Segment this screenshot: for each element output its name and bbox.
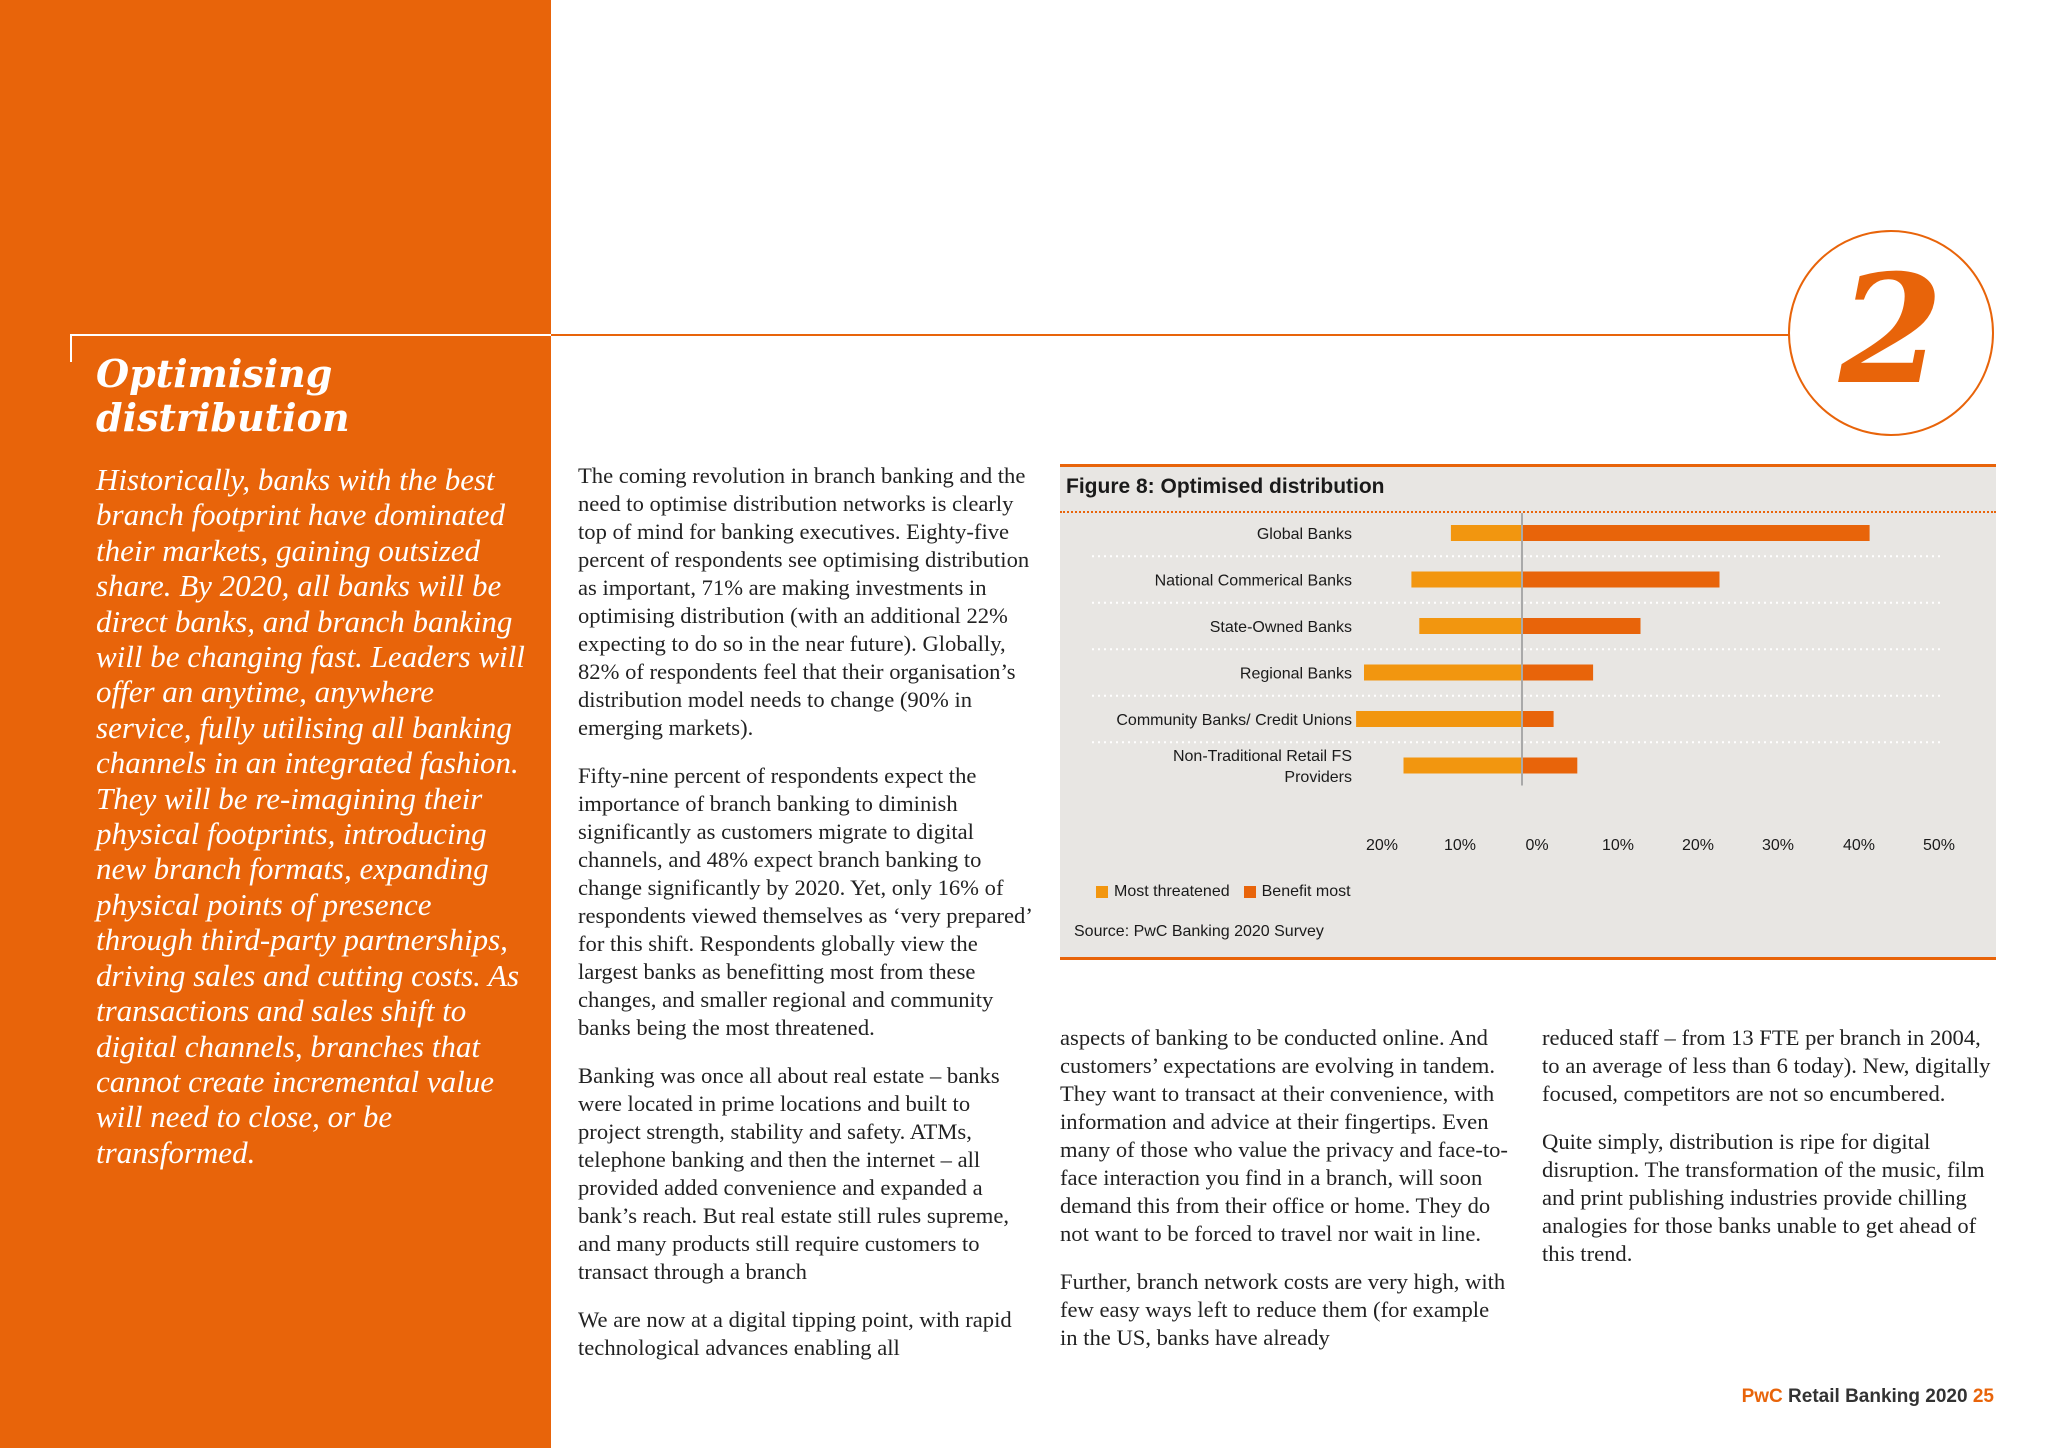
bar-most-threatened — [1411, 572, 1522, 588]
category-label: Providers — [1284, 769, 1352, 786]
x-tick-label: 10% — [1601, 837, 1635, 854]
paragraph: reduced staff – from 13 FTE per branch in 2004, to an average of less than 6 today). New, digitally focused, competitors are not so encumbered. — [1542, 1025, 1991, 1106]
x-tick-label: 0% — [1525, 837, 1549, 854]
paragraph: Fifty-nine percent of respondents expect the importance of branch banking to diminish significantly as customers migrate to digital channels, and 48% expect branch banking to change significantly by 2020. Yet, only 16% of respondents viewed themselves as ‘very prepared’ for this shift. Respondents globally view the largest banks as benefitting most from these changes, and smaller regional and community banks being the most threatened. — [578, 763, 1032, 1040]
bar-benefit-most — [1522, 711, 1554, 727]
chart-legend — [1096, 883, 1351, 901]
x-tick-label: 20% — [1681, 837, 1715, 854]
footer-brand: PwC — [1741, 1386, 1783, 1407]
category-label: Non-Traditional Retail FS — [1172, 748, 1352, 765]
bar-most-threatened — [1364, 665, 1522, 681]
footer-title: Retail Banking 2020 — [1788, 1386, 1968, 1407]
legend-label-most-threatened: Most threatened — [1114, 883, 1230, 900]
bar-benefit-most — [1522, 758, 1577, 774]
sidebar-panel — [0, 0, 551, 1448]
legend-label-benefit-most: Benefit most — [1261, 883, 1351, 900]
body-column-2 — [1060, 1024, 1510, 1372]
category-label: National Commerical Banks — [1154, 572, 1352, 590]
x-tick-label: 40% — [1842, 837, 1876, 854]
bar-most-threatened — [1404, 758, 1523, 774]
body-column-3 — [1542, 1024, 1992, 1288]
page-footer — [1742, 1386, 1994, 1408]
legend-swatch-most-threatened — [1096, 886, 1108, 898]
paragraph: Banking was once all about real estate – banks were located in prime locations and built to project strength, stability and safety. ATMs, telephone banking and then the internet – all provided added convenience and expanded a bank’s reach. But real estate still rules supreme, and many products still require customers to transact through a branch — [578, 1063, 1010, 1284]
header-rule — [551, 334, 1791, 336]
x-tick-label: 10% — [1443, 837, 1477, 854]
bar-most-threatened — [1356, 711, 1522, 727]
x-tick-label: 30% — [1761, 837, 1795, 854]
x-tick-label: 20% — [1365, 837, 1399, 854]
bar-most-threatened — [1419, 618, 1522, 634]
paragraph: We are now at a digital tipping point, with rapid technological advances enabling all — [578, 1307, 1012, 1360]
category-label: Regional Banks — [1239, 665, 1352, 683]
body-column-1 — [578, 462, 1038, 1382]
bar-benefit-most — [1522, 525, 1870, 541]
paragraph: Further, branch network costs are very high, with few easy ways left to reduce them (for example in the US, banks have already — [1060, 1269, 1506, 1350]
intro-paragraph: Historically, banks with the best branch footprint have dominated their markets, gaining outsized share. By 2020, all banks will be direct banks, and branch banking will be changing fast. Leaders will offer an anytime, anywhere service, fully utilising all banking channels in an integrated fashion. They will be re-imagining their physical footprints, introducing new branch formats, expanding physical points of presence through third-party partnerships, driving sales and cutting costs. As transactions and sales shift to digital channels, branches that cannot create incremental value will need to close, or be transformed. — [96, 462, 525, 1170]
chapter-badge — [1788, 230, 1994, 436]
category-label: State-Owned Banks — [1209, 619, 1352, 636]
paragraph: aspects of banking to be conducted online. And customers’ expectations are evolving in tandem. They want to transact at their convenience, with information and advice at their fingertips. Even many of those who value the privacy and face-to-face interaction you find in a branch, will soon demand this from their office or home. They do not want to be forced to travel nor wait in line. — [1060, 1025, 1508, 1246]
bar-benefit-most — [1522, 618, 1641, 634]
page-number: 25 — [1972, 1386, 1994, 1407]
bar-chart — [1060, 467, 1996, 877]
figure-8 — [1060, 464, 1996, 960]
figure-source: Source: PwC Banking 2020 Survey — [1074, 923, 1324, 940]
category-label: Global Banks — [1256, 526, 1352, 543]
paragraph: Quite simply, distribution is ripe for digital disruption. The transformation of the music, film and print publishing industries provide chilling analogies for those banks unable to get ahead of this trend. — [1542, 1129, 1985, 1266]
x-tick-label: 50% — [1922, 837, 1956, 854]
legend-swatch-benefit-most — [1244, 886, 1256, 898]
bar-most-threatened — [1451, 525, 1522, 541]
bar-benefit-most — [1522, 665, 1593, 681]
bar-benefit-most — [1522, 572, 1720, 588]
section-title: Optimising distribution — [96, 351, 350, 440]
category-label: Community Banks/ Credit Unions — [1116, 712, 1352, 729]
paragraph: The coming revolution in branch banking and the need to optimise distribution networks is clearly top of mind for banking executives. Eighty-five percent of respondents see optimising distribution as important, 71% are making investments in optimising distribution (with an additional 22% expecting to do so in the near future). Globally, 82% of respondents feel that their organisation’s distribution model needs to change (90% in emerging markets). — [578, 463, 1030, 740]
figure-title: Figure 8: Optimised distribution — [1066, 475, 1385, 498]
chapter-number: 2 — [1838, 242, 1944, 418]
